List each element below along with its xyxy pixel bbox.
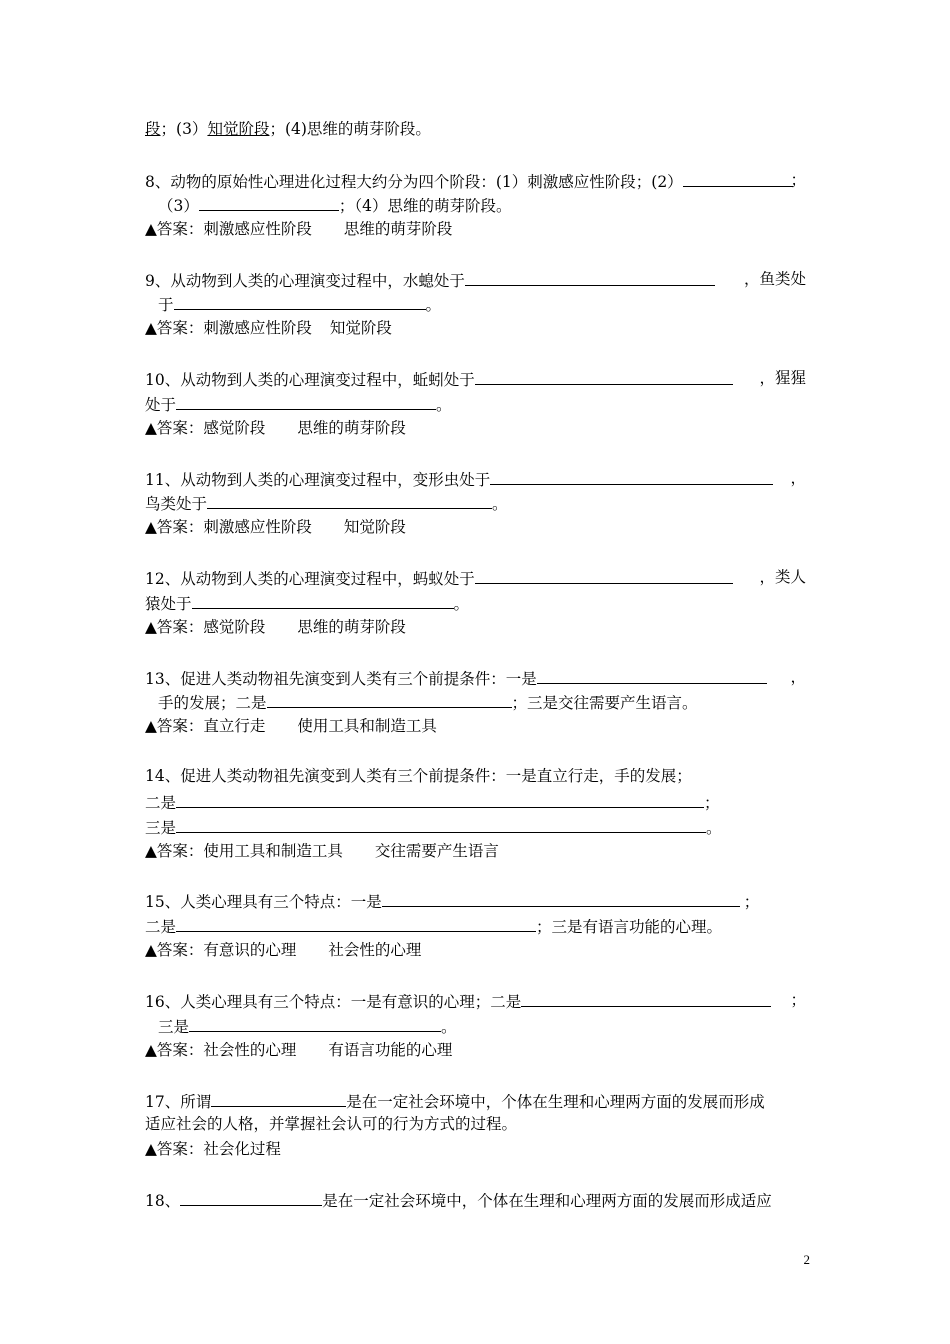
question-15-line-2: 二是 ；三是有语言功能的心理。 — [145, 914, 810, 938]
question-18-line-1: 18、 是在一定社会环境中，个体在生理和心理两方面的发展而形成适应 — [145, 1188, 810, 1212]
answer-blank[interactable] — [176, 790, 704, 808]
question-14-answer: ▲答案：使用工具和制造工具 交往需要产生语言 — [145, 842, 499, 860]
answer-blank[interactable] — [189, 1014, 441, 1032]
answer-blank[interactable] — [683, 169, 793, 187]
question-12-line-2: 猿处于 。 — [145, 591, 810, 615]
answer-blank[interactable] — [176, 392, 436, 410]
answer-blank[interactable] — [475, 367, 733, 385]
answer-blank[interactable] — [537, 666, 767, 684]
question-14-line-2: 二是 ； — [145, 790, 810, 814]
question-11-line-1: 11、从动物到人类的心理演变过程中，变形虫处于 ， — [145, 469, 806, 489]
question-9-answer: ▲答案：刺激感应性阶段 知觉阶段 — [145, 319, 392, 337]
question-10-line-1: 10、从动物到人类的心理演变过程中，蚯蚓处于 ，猩猩 — [145, 369, 806, 389]
page-number: 2 — [803, 1252, 810, 1267]
question-15-answer: ▲答案：有意识的心理 社会性的心理 — [145, 941, 422, 959]
answer-blank[interactable] — [475, 566, 733, 584]
answer-blank[interactable] — [199, 193, 339, 211]
question-12-answer: ▲答案：感觉阶段 思维的萌芽阶段 — [145, 618, 406, 636]
answer-blank[interactable] — [490, 467, 773, 485]
answer-blank[interactable] — [176, 914, 536, 932]
question-13-line-1: 13、促进人类动物祖先演变到人类有三个前提条件：一是 ， — [145, 668, 806, 688]
answer-blank[interactable] — [192, 591, 454, 609]
question-17-answer: ▲答案：社会化过程 — [145, 1140, 281, 1158]
question-16-line-1: 16、人类心理具有三个特点：一是有意识的心理；二是 ； — [145, 991, 806, 1011]
question-10-answer: ▲答案：感觉阶段 思维的萌芽阶段 — [145, 419, 406, 437]
question-17-line-2: 适应社会的人格，并掌握社会认可的行为方式的过程。 — [145, 1115, 518, 1133]
answer-blank[interactable] — [180, 1188, 322, 1206]
answer-blank[interactable] — [176, 815, 706, 833]
question-10-line-2: 处于 。 — [145, 392, 810, 416]
question-8-line-2: （3） ；（4）思维的萌芽阶段。 — [158, 193, 823, 217]
question-13-line-2: 手的发展；二是 ；三是交往需要产生语言。 — [158, 690, 823, 714]
answer-blank[interactable] — [211, 1089, 346, 1107]
question-17-line-1: 17、所谓 是在一定社会环境中，个体在生理和心理两方面的发展而形成 — [145, 1089, 810, 1113]
question-11-answer: ▲答案：刺激感应性阶段 知觉阶段 — [145, 518, 406, 536]
answer-blank[interactable] — [382, 889, 740, 907]
question-14-line-1: 14、促进人类动物祖先演变到人类有三个前提条件：一是直立行走，手的发展； — [145, 767, 692, 785]
question-9-line-1: 9、从动物到人类的心理演变过程中，水螅处于 ，鱼类处 — [145, 270, 806, 290]
question-12-line-1: 12、从动物到人类的心理演变过程中，蚂蚁处于 ，类人 — [145, 568, 806, 588]
question-8-line-1: 8、动物的原始性心理进化过程大约分为四个阶段：(1）刺激感应性阶段；(2） ； — [145, 171, 806, 191]
question-8-answer: ▲答案：刺激感应性阶段 思维的萌芽阶段 — [145, 220, 453, 238]
question-16-answer: ▲答案：社会性的心理 有语言功能的心理 — [145, 1041, 453, 1059]
answer-blank[interactable] — [267, 690, 512, 708]
question-7-continuation: 段；(3）知觉阶段；(4)思维的萌芽阶段。 — [145, 120, 431, 138]
question-15-line-1: 15、人类心理具有三个特点：一是 ； — [145, 889, 810, 913]
answer-blank[interactable] — [207, 491, 492, 509]
question-13-answer: ▲答案：直立行走 使用工具和制造工具 — [145, 717, 437, 735]
question-11-line-2: 鸟类处于 。 — [145, 491, 810, 515]
answer-blank[interactable] — [174, 292, 426, 310]
question-9-line-2: 于 。 — [158, 292, 823, 316]
answer-blank[interactable] — [465, 268, 715, 286]
question-14-line-3: 三是 。 — [145, 815, 810, 839]
question-16-line-2: 三是 。 — [158, 1014, 823, 1038]
answer-blank[interactable] — [521, 989, 771, 1007]
